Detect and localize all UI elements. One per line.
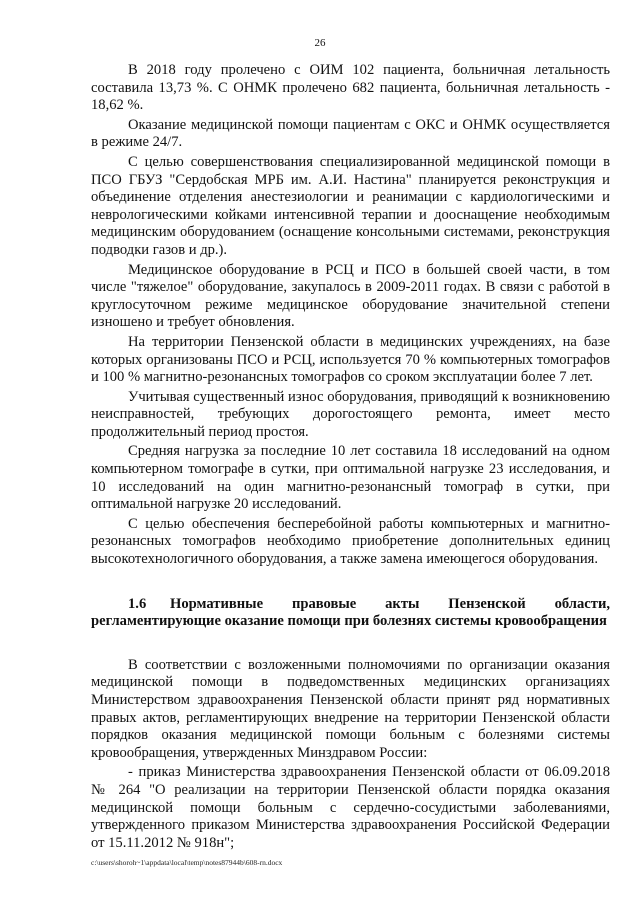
paragraph-reconstruction-plan: С целью совершенствования специализированной медицинской помощи в ПСО ГБУЗ "Сердобская МРБ им. А.И. Настина" планируется реконструкция и объединение отделения анестезиологии и реанимации с кардиологическими и неврологическими койками интенсивной терапии и дооснащение необходимым медицинским оборудованием (оснащение консольными системами, реконструкция подводки газов и др.). xyxy=(91,153,610,258)
footer-file-path: c:\users\shoroh~1\appdata\local\temp\notes87944b\608-rn.docx xyxy=(91,858,283,867)
section-heading xyxy=(91,596,610,631)
document-body xyxy=(91,62,610,852)
page-number: 26 xyxy=(314,37,326,49)
paragraph-care-24-7: Оказание медицинской помощи пациентам с ОКС и ОНМК осуществляется в режиме 24/7. xyxy=(91,116,610,151)
paragraph-procurement-need: С целью обеспечения бесперебойной работы компьютерных и магнитно-резонансных томографов необходимо приобретение дополнительных единиц высокотехнологичного оборудования, а также замена имеющегося оборудования. xyxy=(91,515,610,568)
section-number: 1.6 xyxy=(128,595,147,612)
list-item: - приказ Министерства здравоохранения Пензенской области от 06.09.2018 № 264 "О реализации на территории Пензенской области порядка оказания медицинской помощи больным с сердечно-сосудистыми заболеваниями, утвержденного приказом Министерства здравоохранения Российской Федерации от 15.11.2012 № 918н"; xyxy=(91,764,610,851)
paragraph-ministry-acts: В соответствии с возложенными полномочиями по организации оказания медицинской помощи в подведомственных медицинских организациях Министерством здравоохранения Пензенской области принят ряд нормативных правых актов, регламентирующих внедрение на территории Пензенской области порядков оказания медицинской помощи больным с болезнями системы кровообращения, утвержденных Минздравом России: xyxy=(91,656,610,761)
paragraph-tomographs-age: На территории Пензенской области в медицинских учреждениях, на базе которых организованы ПСО и РСЦ, используется 70 % компьютерных томографов и 100 % магнитно-резонансных томографов со сроком эксплуатации более 7 лет. xyxy=(91,333,610,386)
paragraph-equipment-age: Медицинское оборудование в РСЦ и ПСО в большей своей части, в том числе "тяжелое" оборудование, закупалось в 2009-2011 годах. В связи с работой в круглосуточном режиме медицинское оборудование значительной степени изношено и требует обновления. xyxy=(91,261,610,331)
section-title: Нормативные правовые акты Пензенской области, регламентирующие оказание помощи при болезнях системы кровообращения xyxy=(91,595,610,630)
paragraph-mortality-stats: В 2018 году пролечено с ОИМ 102 пациента, больничная летальность составила 13,73 %. С ОНМК пролечено 682 пациента, больничная летальность - 18,62 %. xyxy=(91,62,610,114)
paragraph-average-load: Средняя нагрузка за последние 10 лет составила 18 исследований на одном компьютерном томографе в сутки, при оптимальной нагрузке 23 исследования, и 10 исследований на один магнитно-резонансный томограф в сутки, при оптимальной нагрузке 20 исследований. xyxy=(91,443,610,513)
paragraph-downtime: Учитывая существенный износ оборудования, приводящий к возникновению неисправностей, требующих дорогостоящего ремонта, имеет место продолжительный период простоя. xyxy=(91,388,610,440)
